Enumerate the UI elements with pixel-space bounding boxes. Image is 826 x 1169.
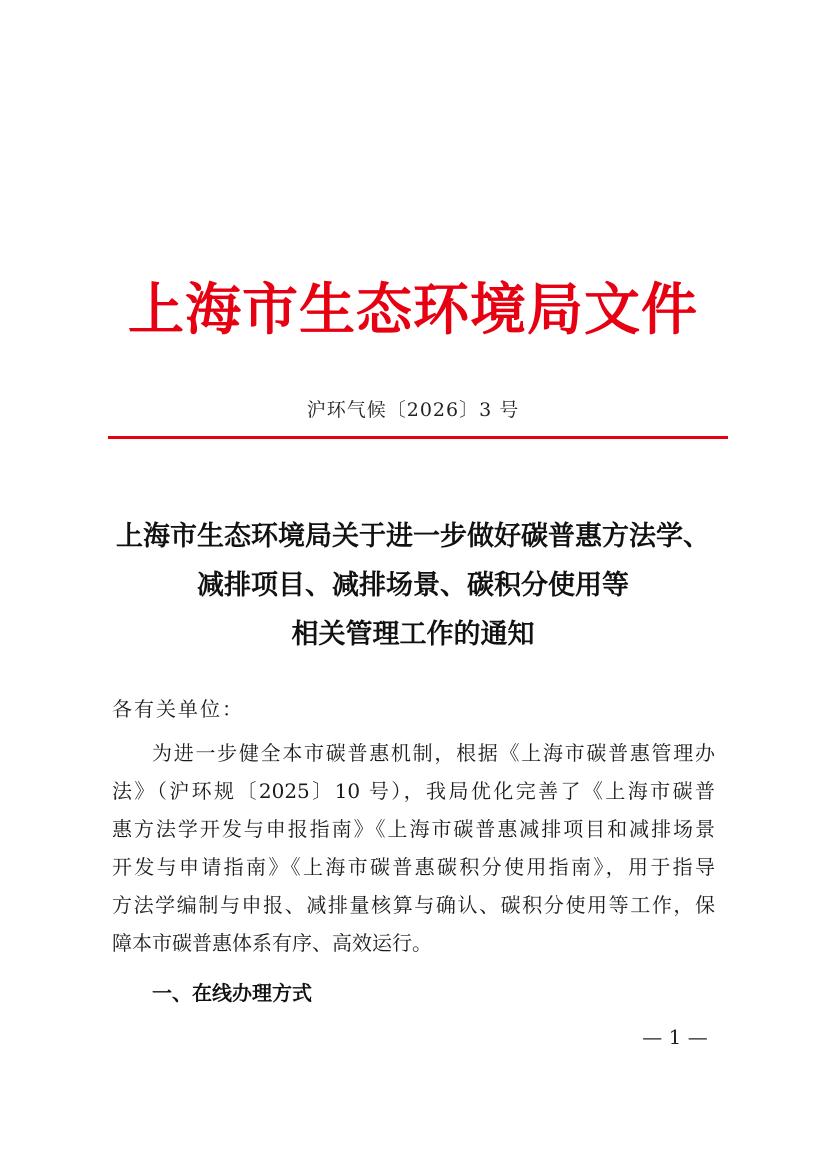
title-line: 上海市生态环境局关于进一步做好碳普惠方法学、	[116, 521, 710, 552]
title-line: 减排项目、减排场景、碳积分使用等	[197, 570, 629, 601]
red-separator-line	[108, 436, 728, 439]
masthead-title: 上海市生态环境局文件	[128, 277, 698, 343]
body-line: 方法学编制与申报、减排量核算与确认、碳积分使用等工作，保	[112, 893, 715, 917]
body-line: 惠方法学开发与申报指南》《上海市碳普惠减排项目和减排场景	[112, 817, 715, 841]
body-line: 障本市碳普惠体系有序、高效运行。	[112, 931, 432, 955]
section-heading: 一、在线办理方式	[152, 981, 312, 1005]
body-line: 法》（沪环规〔2025〕10 号），我局优化完善了《上海市碳普	[112, 779, 715, 803]
body-line: 开发与申请指南》《上海市碳普惠碳积分使用指南》，用于指导	[112, 855, 715, 879]
body-line: 为进一步健全本市碳普惠机制，根据《上海市碳普惠管理办	[152, 741, 715, 765]
document-number: 沪环气候〔2026〕3 号	[306, 399, 520, 421]
notice-title	[60, 512, 766, 659]
page-number: — 1 —	[642, 1025, 708, 1049]
body-paragraph	[112, 734, 715, 962]
salutation: 各有关单位：	[112, 697, 244, 721]
title-line: 相关管理工作的通知	[291, 619, 535, 650]
